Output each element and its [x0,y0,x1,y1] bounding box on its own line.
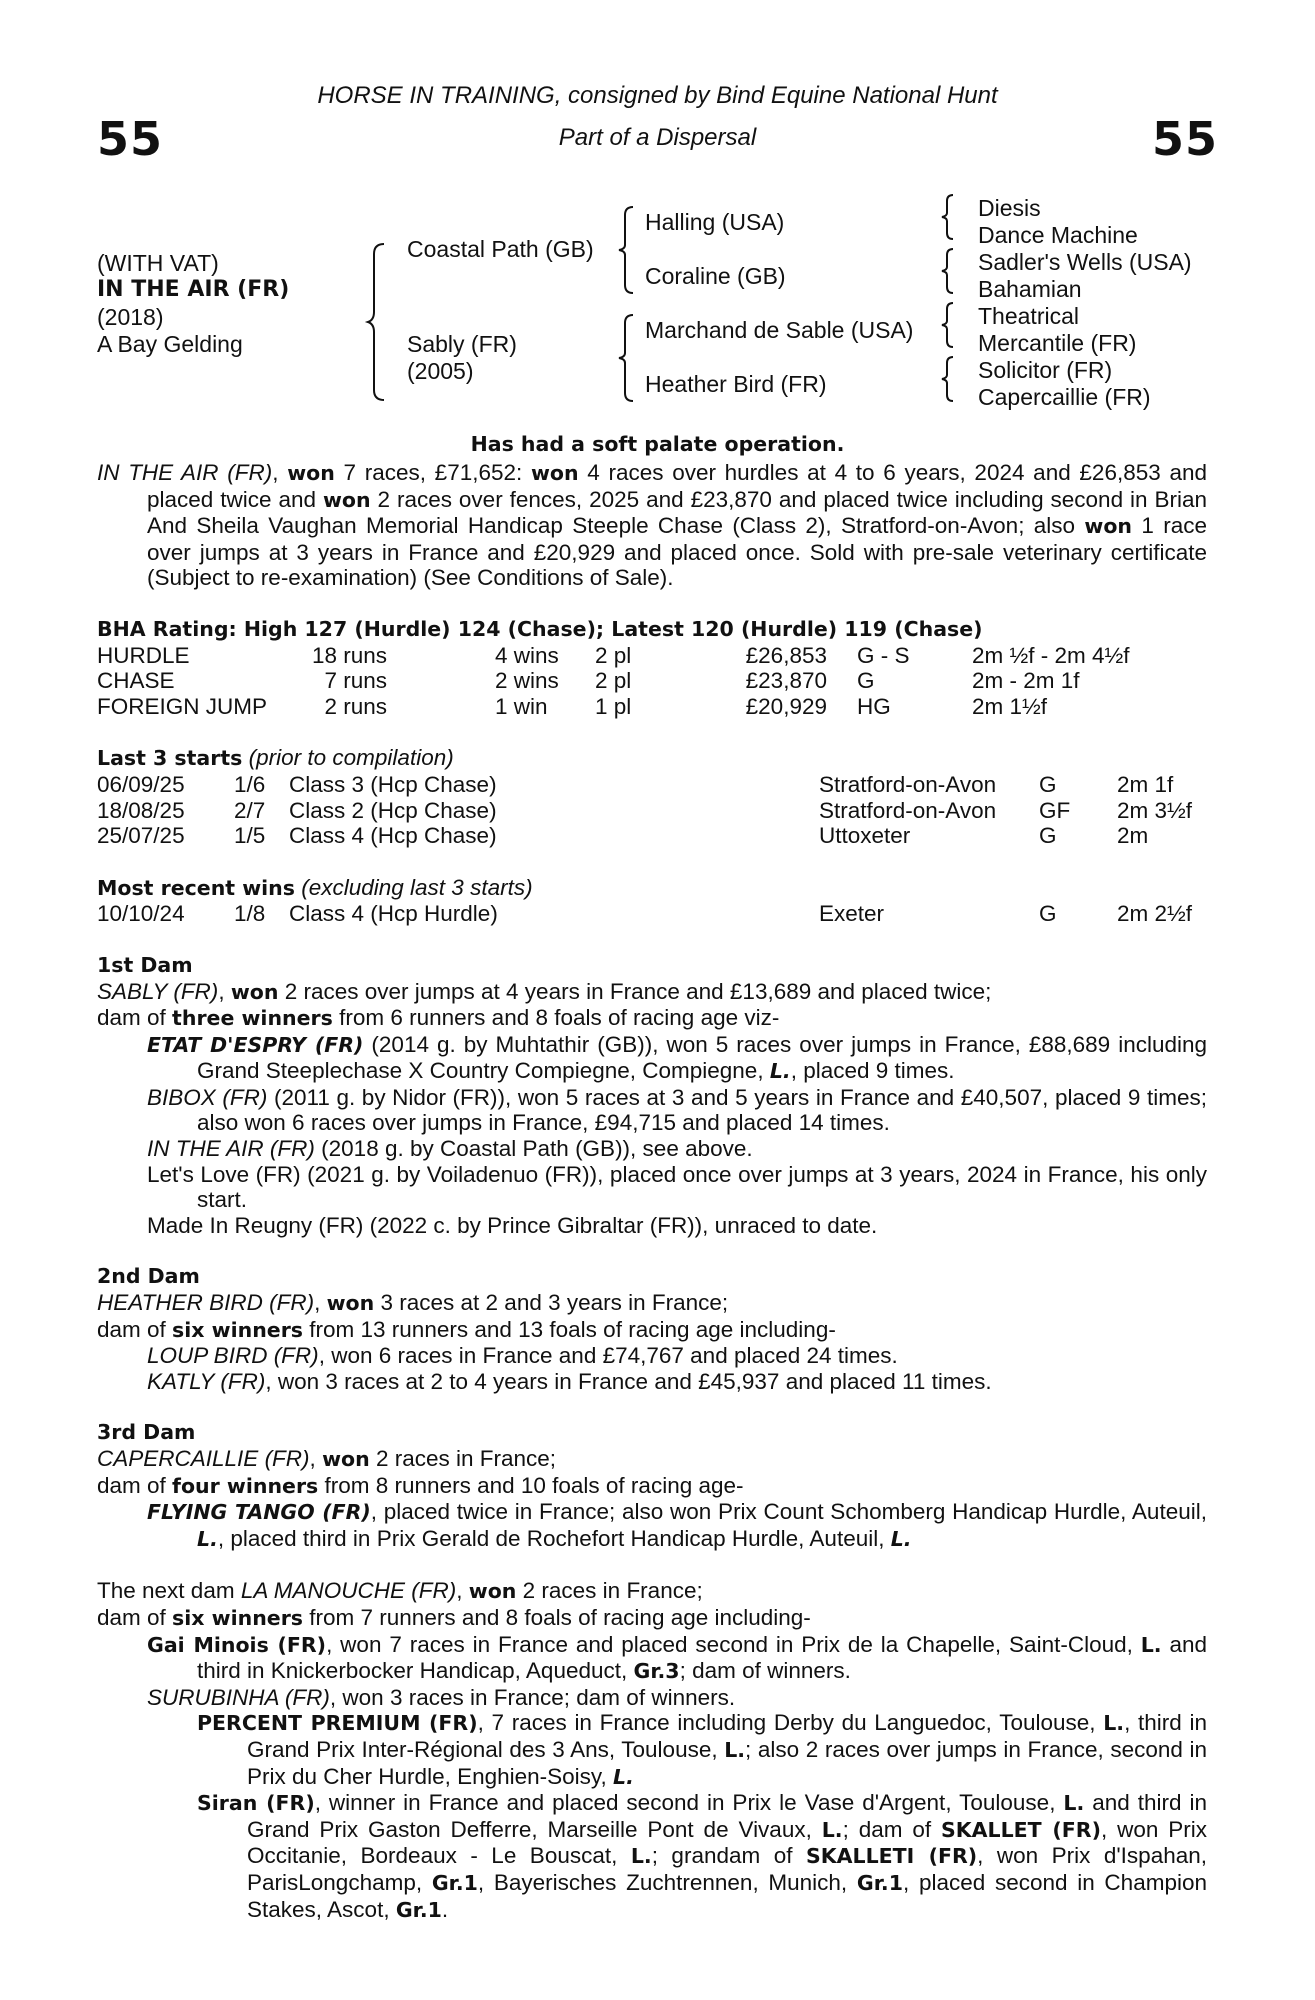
next-dam-won: won [468,1579,517,1604]
produce-gai-minois [147,1632,1207,1685]
summary-won-1: won [287,461,335,485]
pedigree-bracket-dam [617,313,637,403]
listed-mark: L. [1103,1711,1125,1736]
rating-runs: 7 runs [324,668,387,694]
pedigree-bracket-g2 [940,247,956,295]
rating-dist: 2m - 2m 1f [972,668,1080,694]
dam3-won: won [322,1447,370,1471]
pedigree-g2: Dance Machine [978,222,1138,248]
next-dam-text: dam of [97,1604,173,1630]
dam3-name: CAPERCAILLIE (FR) [97,1446,310,1471]
win-date: 10/10/24 [97,901,185,927]
win-dist: 2m 2½f [1117,901,1193,927]
produce-text: and third in Knickerbocker Handicap, Aqueduct, [197,1631,1207,1684]
catalogue-body [97,460,1207,1923]
listed-mark: L. [197,1526,218,1551]
produce-text: , third in Grand Prix Inter-Régional des 3 Ans, Toulouse, [247,1710,1207,1762]
pedigree-dam: Sably (FR) [407,331,517,357]
next-dam-text: , [456,1578,469,1604]
start-race: Class 2 (Hcp Chase) [289,797,497,823]
produce-text: , won 3 races at 2 to 4 years in France and £45,937 and placed 11 times. [265,1368,992,1394]
next-dam-winners: six winners [172,1605,304,1630]
pedigree-g6: Mercantile (FR) [978,330,1137,356]
next-dam-text: The next dam [97,1578,241,1604]
dam1-text: dam of [97,1005,173,1031]
pedigree-g5: Theatrical [978,303,1079,329]
rating-pl: 2 pl [595,642,632,668]
summary-text-3: 4 races over hurdles at 4 to 6 years, 2024 and £26,853 and placed twice and [147,460,1207,512]
last3-heading-label: Last 3 starts [97,746,243,771]
summary-paragraph [97,460,1207,591]
recent-row [97,901,1207,927]
rating-wins: 1 win [495,693,548,719]
produce-text: , won Prix Occitanie, Bordeaux - Le Bouscat, [247,1816,1208,1869]
summary-horse-name: IN THE AIR (FR) [97,460,273,485]
horse-vat: (WITH VAT) [97,250,219,276]
surgery-note: Has had a soft palate operation. [470,432,845,456]
produce-text: , winner in France and placed second in Prix le Vase d'Argent, Toulouse, [314,1790,1064,1816]
pedigree-g1: Diesis [978,195,1041,221]
produce-name: KATLY (FR) [147,1368,266,1394]
rating-runs: 18 runs [311,642,387,668]
listed-mark: L. [613,1764,634,1789]
recent-heading-note: (excluding last 3 starts) [294,874,533,900]
start-dist: 2m 3½f [1117,797,1193,823]
next-dam-text: 2 races in France; [516,1578,703,1604]
rating-wins: 4 wins [495,642,559,668]
dam1-produce-line [97,1005,1207,1032]
rating-row-foreign-jump [97,694,1207,720]
produce-text: , placed twice in France; also won Prix Count Schomberg Handicap Hurdle, Auteuil, [370,1499,1207,1525]
start-dist: 2m [1117,823,1149,849]
produce-etat-despry [147,1032,1207,1085]
win-going: G [1039,901,1057,927]
dam3-text: from 8 runners and 10 foals of racing age- [318,1472,744,1498]
last3-heading-note: (prior to compilation) [242,745,454,771]
dam3-line [97,1446,1207,1473]
listed-mark: L. [630,1844,652,1869]
produce-siran [197,1790,1207,1923]
rating-pl: 2 pl [595,668,632,694]
start-pos: 2/7 [234,797,266,823]
listed-mark: L. [1063,1791,1085,1816]
start-course: Stratford-on-Avon [819,771,997,797]
start-course: Uttoxeter [819,823,911,849]
dam1-name: SABLY (FR) [97,978,219,1004]
dam2-text: 3 races at 2 and 3 years in France; [374,1290,729,1316]
rating-prize: £20,929 [745,693,827,719]
dam2-text: dam of [97,1316,173,1342]
produce-name: FLYING TANGO (FR) [147,1500,371,1525]
pedigree-bracket-g4 [940,355,956,403]
rating-row-hurdle [97,643,1207,669]
dam1-won: won [230,979,279,1004]
summary-text-5: 1 race over jumps at 3 years in France and £20,929 and placed once. Sold with pre-sale veterinary certificate (Subject to re-examination) (See Conditions of Sale). [147,513,1207,591]
start-pos: 1/5 [234,823,266,849]
summary-won-2: won [530,461,579,485]
produce-text: ; dam of [842,1816,942,1842]
dam3-text: , [309,1446,323,1471]
dam2-name: HEATHER BIRD (FR) [97,1290,315,1316]
produce-katly [147,1369,1207,1395]
produce-name: Siran (FR) [197,1791,315,1816]
recent-heading [97,875,1207,902]
produce-in-the-air [147,1136,1207,1162]
dam3-produce-line [97,1473,1207,1500]
rating-going: G [857,668,875,694]
rating-going: G - S [857,642,910,668]
rating-type: HURDLE [97,642,190,668]
rating-heading: BHA Rating: High 127 (Hurdle) 124 (Chase); Latest 120 (Hurdle) 119 (Chase) [97,616,983,641]
dam2-won: won [326,1291,375,1316]
group-mark: Gr.1 [431,1870,478,1895]
dam3-winners: four winners [172,1473,319,1498]
last3-heading [97,745,1207,772]
produce-lets-love: Let's Love (FR) (2021 g. by Voiladenuo (FR)), placed once over jumps at 3 years, 2024 in France, his only start. [147,1161,1207,1213]
horse-year: (2018) [97,304,164,330]
start-date: 25/07/25 [97,823,185,849]
rating-going: HG [857,693,891,719]
rating-prize: £23,870 [745,668,827,694]
produce-surubinha [147,1685,1207,1711]
pedigree-sire-sire: Halling (USA) [645,209,785,235]
produce-text: , won 3 races in France; dam of winners. [329,1684,736,1710]
start-going: G [1039,823,1057,849]
produce-text: . [441,1896,449,1922]
dam2-winners: six winners [172,1317,304,1342]
header-title: HORSE IN TRAINING, consigned by Bind Equine National Hunt [317,82,998,109]
produce-name: SKALLETI (FR) [805,1844,978,1869]
win-race: Class 4 (Hcp Hurdle) [289,901,498,927]
summary-won-4: won [1084,514,1133,539]
listed-mark: L. [821,1817,843,1842]
produce-text: (2011 g. by Nidor (FR)), won 5 races at 3 and 5 years in France and £40,507, placed 9 times; also won 6 races over jumps in France, £94,715 and placed 14 times. [197,1084,1207,1136]
pedigree-bracket-sire [617,205,637,295]
pedigree-dam-year: (2005) [407,358,474,384]
produce-text: , placed 9 times. [790,1058,955,1084]
group-mark: Gr.1 [395,1897,442,1922]
produce-name: LOUP BIRD (FR) [147,1343,319,1369]
produce-loup-bird [147,1343,1207,1369]
produce-text: (2018 g. by Coastal Path (GB)), see above. [314,1136,753,1162]
dam3-heading: 3rd Dam [97,1420,196,1445]
produce-text: ; dam of winners. [679,1658,851,1684]
header-subtitle: Part of a Dispersal [558,124,757,151]
produce-text: ; also 2 races over jumps in France, second in Prix du Cher Hurdle, Enghien-Soisy, [247,1736,1207,1789]
produce-percent-premium [197,1710,1207,1790]
produce-name: Gai Minois (FR) [147,1632,327,1657]
next-dam-line [97,1578,1207,1605]
produce-name: IN THE AIR (FR) [147,1136,315,1162]
produce-made-in-reugny: Made In Reugny (FR) (2022 c. by Prince Gibraltar (FR)), unraced to date. [147,1212,878,1238]
produce-text: , placed second in Champion Stakes, Ascot, [247,1869,1207,1922]
win-pos: 1/8 [234,901,266,927]
pedigree-g4: Bahamian [978,276,1082,302]
dam1-text: , [218,978,231,1004]
rating-pl: 1 pl [595,693,632,719]
recent-heading-label: Most recent wins [97,875,295,900]
listed-mark: L. [724,1737,746,1762]
pedigree-sire-dam: Coraline (GB) [645,263,786,289]
produce-name: SURUBINHA (FR) [147,1684,330,1710]
next-dam-name: LA MANOUCHE (FR) [240,1578,457,1604]
pedigree-dam-sire: Marchand de Sable (USA) [645,317,914,343]
produce-name: SKALLET (FR) [941,1817,1101,1842]
lot-number-left: 55 [97,112,164,166]
dam2-heading: 2nd Dam [97,1264,200,1289]
summary-text-1: , [272,460,288,485]
produce-text: , 7 races in France including Derby du Languedoc, Toulouse, [477,1710,1104,1736]
pedigree-dam-dam: Heather Bird (FR) [645,371,827,397]
pedigree-bracket-g1 [940,193,956,241]
start-dist: 2m 1f [1117,771,1174,797]
rating-type: FOREIGN JUMP [97,693,268,719]
summary-text-4: 2 races over fences, 2025 and £23,870 and placed twice including second in Brian And Sheila Vaughan Memorial Handicap Steeple Chase (Class 2), Stratford-on-Avon; also [147,486,1207,539]
produce-text: , placed third in Prix Gerald de Rochefort Handicap Hurdle, Auteuil, [217,1525,891,1551]
pedigree-g3: Sadler's Wells (USA) [978,249,1192,275]
rating-dist: 2m 1½f [972,693,1048,719]
dam1-text: 2 races over jumps at 4 years in France and £13,689 and placed twice; [278,978,992,1004]
group-mark: Gr.1 [856,1870,903,1895]
rating-runs: 2 runs [324,693,387,719]
dam2-text: , [314,1290,327,1316]
horse-description: A Bay Gelding [97,331,243,357]
horse-name: IN THE AIR (FR) [97,277,290,302]
produce-text: and third in Grand Prix Gaston Defferre, Marseille Pont de Vivaux, [247,1790,1208,1842]
dam1-heading: 1st Dam [97,952,193,977]
dam3-text: dam of [97,1472,173,1498]
produce-name: ETAT D'ESPRY (FR) [147,1032,364,1057]
pedigree-bracket-main [366,242,390,402]
produce-text: , won Prix d'Ispahan, ParisLongchamp, [247,1843,1207,1895]
produce-name: PERCENT PREMIUM (FR) [197,1711,478,1736]
dam3-text: 2 races in France; [369,1446,557,1471]
dam1-text: from 6 runners and 8 foals of racing age viz- [332,1005,780,1031]
rating-wins: 2 wins [495,668,559,694]
summary-won-3: won [322,487,371,512]
listed-mark: L. [890,1526,912,1551]
dam2-produce-line [97,1317,1207,1344]
start-date: 06/09/25 [97,771,185,797]
rating-type: CHASE [97,668,175,694]
start-going: GF [1039,797,1071,823]
produce-text: , won 6 races in France and £74,767 and placed 24 times. [318,1343,898,1369]
produce-text: ; grandam of [651,1843,806,1869]
listed-mark: L. [769,1059,791,1084]
group-mark: Gr.3 [633,1659,680,1684]
produce-text: (2014 g. by Muhtathir (GB)), won 5 races over jumps in France, £88,689 including Grand Steeplechase X Country Compiegne, Compiegne, [197,1031,1208,1084]
pedigree-bracket-g3 [940,301,956,349]
dam2-text: from 13 runners and 13 foals of racing age including- [303,1316,836,1342]
dam2-line [97,1290,1207,1317]
next-dam-text: from 7 runners and 8 foals of racing age including- [303,1604,811,1630]
produce-text: , won 7 races in France and placed second in Prix de la Chapelle, Saint-Cloud, [326,1631,1141,1657]
produce-flying-tango [147,1499,1207,1552]
last3-row [97,798,1207,824]
produce-name: BIBOX (FR) [147,1084,268,1110]
lot-number-right: 55 [1151,112,1218,166]
dam1-winners: three winners [172,1006,333,1031]
pedigree-g7: Solicitor (FR) [978,357,1113,383]
last3-row [97,772,1207,798]
pedigree-g8: Capercaillie (FR) [978,384,1151,410]
start-going: G [1039,771,1057,797]
produce-bibox [147,1085,1207,1136]
listed-mark: L. [1140,1632,1162,1657]
rating-dist: 2m ½f - 2m 4½f [972,642,1130,668]
next-dam-produce-line [97,1605,1207,1632]
pedigree-sire: Coastal Path (GB) [407,236,594,262]
start-date: 18/08/25 [97,797,185,823]
summary-text-2: 7 races, £71,652: [334,460,531,485]
win-course: Exeter [819,901,885,927]
start-race: Class 3 (Hcp Chase) [289,771,497,797]
dam1-line [97,979,1207,1006]
produce-text: , Bayerisches Zuchtrennen, Munich, [477,1869,857,1895]
start-pos: 1/6 [234,771,266,797]
rating-prize: £26,853 [745,642,827,668]
rating-row-chase [97,668,1207,694]
start-race: Class 4 (Hcp Chase) [289,823,497,849]
start-course: Stratford-on-Avon [819,797,997,823]
last3-row [97,823,1207,849]
